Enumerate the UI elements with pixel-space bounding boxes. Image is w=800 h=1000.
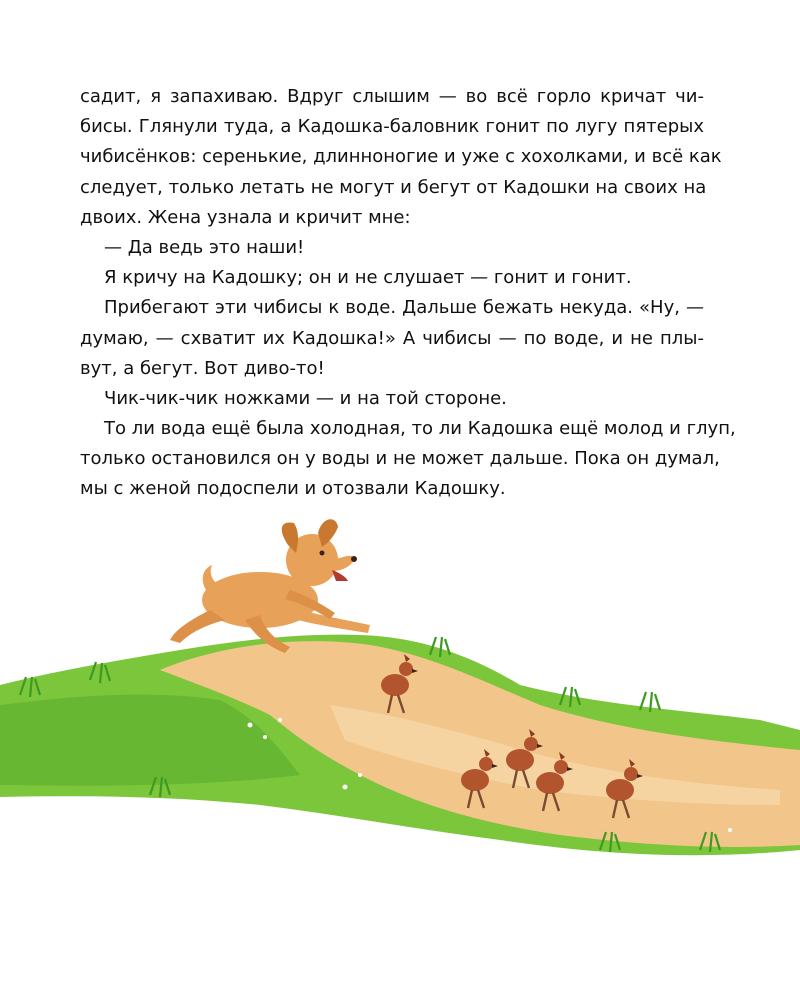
text-line: мы с женой подоспели и отозвали Кадошку.	[80, 478, 506, 500]
text-line: следует, только летать не могут и бегут от Кадошки на своих на	[80, 176, 707, 198]
text-line: То ли вода ещё была холодная, то ли Кадошка ещё молод и глуп,	[104, 418, 736, 440]
text-line: садит, я запахиваю. Вдруг слышим — во всё горло кричат чи-	[80, 86, 704, 107]
text-line: Чик-чик-чик ножками — и на той стороне.	[104, 387, 507, 409]
dog-figure	[170, 519, 370, 653]
text-line: Я кричу на Кадошку; он и не слушает — гонит и гонит.	[104, 267, 632, 289]
text-line: двоих. Жена узнала и кричит мне:	[80, 206, 411, 228]
story-text	[80, 82, 736, 505]
text-line: чибисёнков: серенькие, длинноногие и уже с хохолками, и всё как	[80, 146, 722, 168]
meadow-illustration	[0, 505, 800, 885]
text-line: думаю, — схватит их Кадошка!» А чибисы — по воде, и не плы-	[80, 327, 704, 349]
text-line: бисы. Глянули туда, а Кадошка-баловник гонит по лугу пятерых	[80, 116, 704, 138]
text-line: Прибегают эти чибисы к воде. Дальше бежать некуда. «Ну, —	[104, 297, 704, 319]
text-line: вут, а бегут. Вот диво-то!	[80, 357, 325, 379]
text-line: только остановился он у воды и не может дальше. Пока он думал,	[80, 448, 720, 470]
text-line: — Да ведь это наши!	[104, 236, 305, 258]
